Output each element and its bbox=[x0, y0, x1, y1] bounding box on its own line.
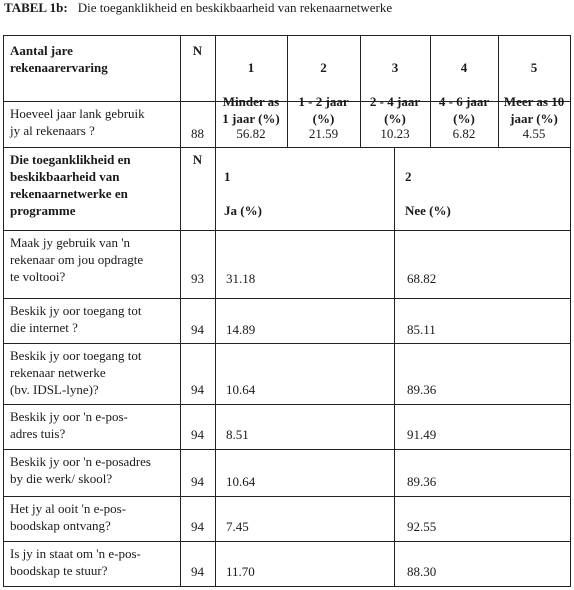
section1-n-header: N bbox=[192, 43, 203, 58]
table-caption bbox=[4, 0, 392, 16]
column-header-number: 1 bbox=[247, 60, 255, 75]
n-value: 93 bbox=[191, 271, 204, 286]
column-header-5 bbox=[498, 36, 570, 126]
value-col-5: 4.55 bbox=[522, 126, 546, 141]
column-header-number: 1 bbox=[224, 169, 231, 184]
column-header-label: Meer as 10 jaar (%) bbox=[503, 94, 565, 126]
ja-value: 10.64 bbox=[226, 382, 256, 397]
nee-value: 88.30 bbox=[407, 564, 437, 579]
section2-row-header: Die toeganklikheid en beskikbaarheid van rekenaarnetwerke en programme bbox=[10, 152, 131, 218]
n-value: 88 bbox=[191, 126, 204, 141]
question-email-work: Beskik jy oor 'n e-posadres by die werk/ skool? bbox=[10, 454, 151, 486]
nee-value: 85.11 bbox=[407, 322, 436, 337]
column-header-label: Nee (%) bbox=[405, 203, 451, 218]
column-header-1 bbox=[215, 36, 287, 126]
column-header-ja bbox=[215, 147, 394, 230]
nee-value: 91.49 bbox=[407, 427, 437, 442]
ja-value: 8.51 bbox=[226, 427, 249, 442]
ja-value: 10.64 bbox=[226, 474, 256, 489]
column-header-nee bbox=[394, 147, 570, 230]
column-header-label: Ja (%) bbox=[224, 203, 262, 218]
question-email-send: Is jy in staat om 'n e-pos- boodskap te stuur? bbox=[10, 546, 141, 578]
n-value: 94 bbox=[191, 427, 204, 442]
column-header-label: Minder as 1 jaar (%) bbox=[222, 94, 280, 126]
nee-value: 89.36 bbox=[407, 474, 437, 489]
ja-value: 7.45 bbox=[226, 519, 249, 534]
table-caption-label: TABEL 1b: bbox=[4, 0, 68, 15]
column-header-label: 2 - 4 jaar (%) bbox=[369, 94, 421, 126]
n-value: 94 bbox=[191, 322, 204, 337]
column-header-number: 5 bbox=[530, 60, 538, 75]
value-col-1: 56.82 bbox=[236, 126, 266, 141]
question-years-experience: Hoeveel jaar lank gebruik jy al rekenaars ? bbox=[10, 106, 145, 138]
ja-value: 14.89 bbox=[226, 322, 256, 337]
column-header-number: 3 bbox=[391, 60, 399, 75]
nee-value: 89.36 bbox=[407, 382, 437, 397]
column-header-number: 2 bbox=[320, 60, 327, 75]
n-value: 94 bbox=[191, 519, 204, 534]
section2-n-header: N bbox=[192, 152, 203, 167]
value-col-4: 6.82 bbox=[452, 126, 476, 141]
value-col-3: 10.23 bbox=[380, 126, 410, 141]
ja-value: 11.70 bbox=[226, 564, 255, 579]
column-header-number: 4 bbox=[460, 60, 468, 75]
column-header-3 bbox=[360, 36, 430, 126]
n-value: 94 bbox=[191, 564, 204, 579]
question-internet-access: Beskik jy oor toegang tot die internet ? bbox=[10, 303, 142, 335]
ja-value: 31.18 bbox=[226, 271, 256, 286]
table-caption-text: Die toeganklikheid en beskikbaarheid van rekenaarnetwerke bbox=[77, 0, 393, 15]
question-email-home: Beskik jy oor 'n e-pos- adres tuis? bbox=[10, 409, 128, 441]
question-use-computer: Maak jy gebruik van 'n rekenaar om jou opdragte te voltooi? bbox=[10, 235, 144, 284]
column-header-4 bbox=[430, 36, 498, 126]
section1-row-header: Aantal jare rekenaarervaring bbox=[10, 43, 108, 75]
column-header-label: 4 - 6 jaar (%) bbox=[438, 94, 490, 126]
n-value: 94 bbox=[191, 474, 204, 489]
column-header-label: 1 - 2 jaar (%) bbox=[298, 94, 349, 126]
column-header-2 bbox=[287, 36, 360, 126]
nee-value: 92.55 bbox=[407, 519, 437, 534]
question-network-access: Beskik jy oor toegang tot rekenaar netwerke (bv. IDSL-lyne)? bbox=[10, 348, 142, 397]
value-col-2: 21.59 bbox=[308, 126, 339, 141]
data-table bbox=[3, 35, 571, 587]
question-email-received: Het jy al ooit 'n e-pos- boodskap ontvang? bbox=[10, 501, 127, 533]
column-header-number: 2 bbox=[405, 169, 412, 184]
nee-value: 68.82 bbox=[407, 271, 437, 286]
n-value: 94 bbox=[191, 382, 204, 397]
